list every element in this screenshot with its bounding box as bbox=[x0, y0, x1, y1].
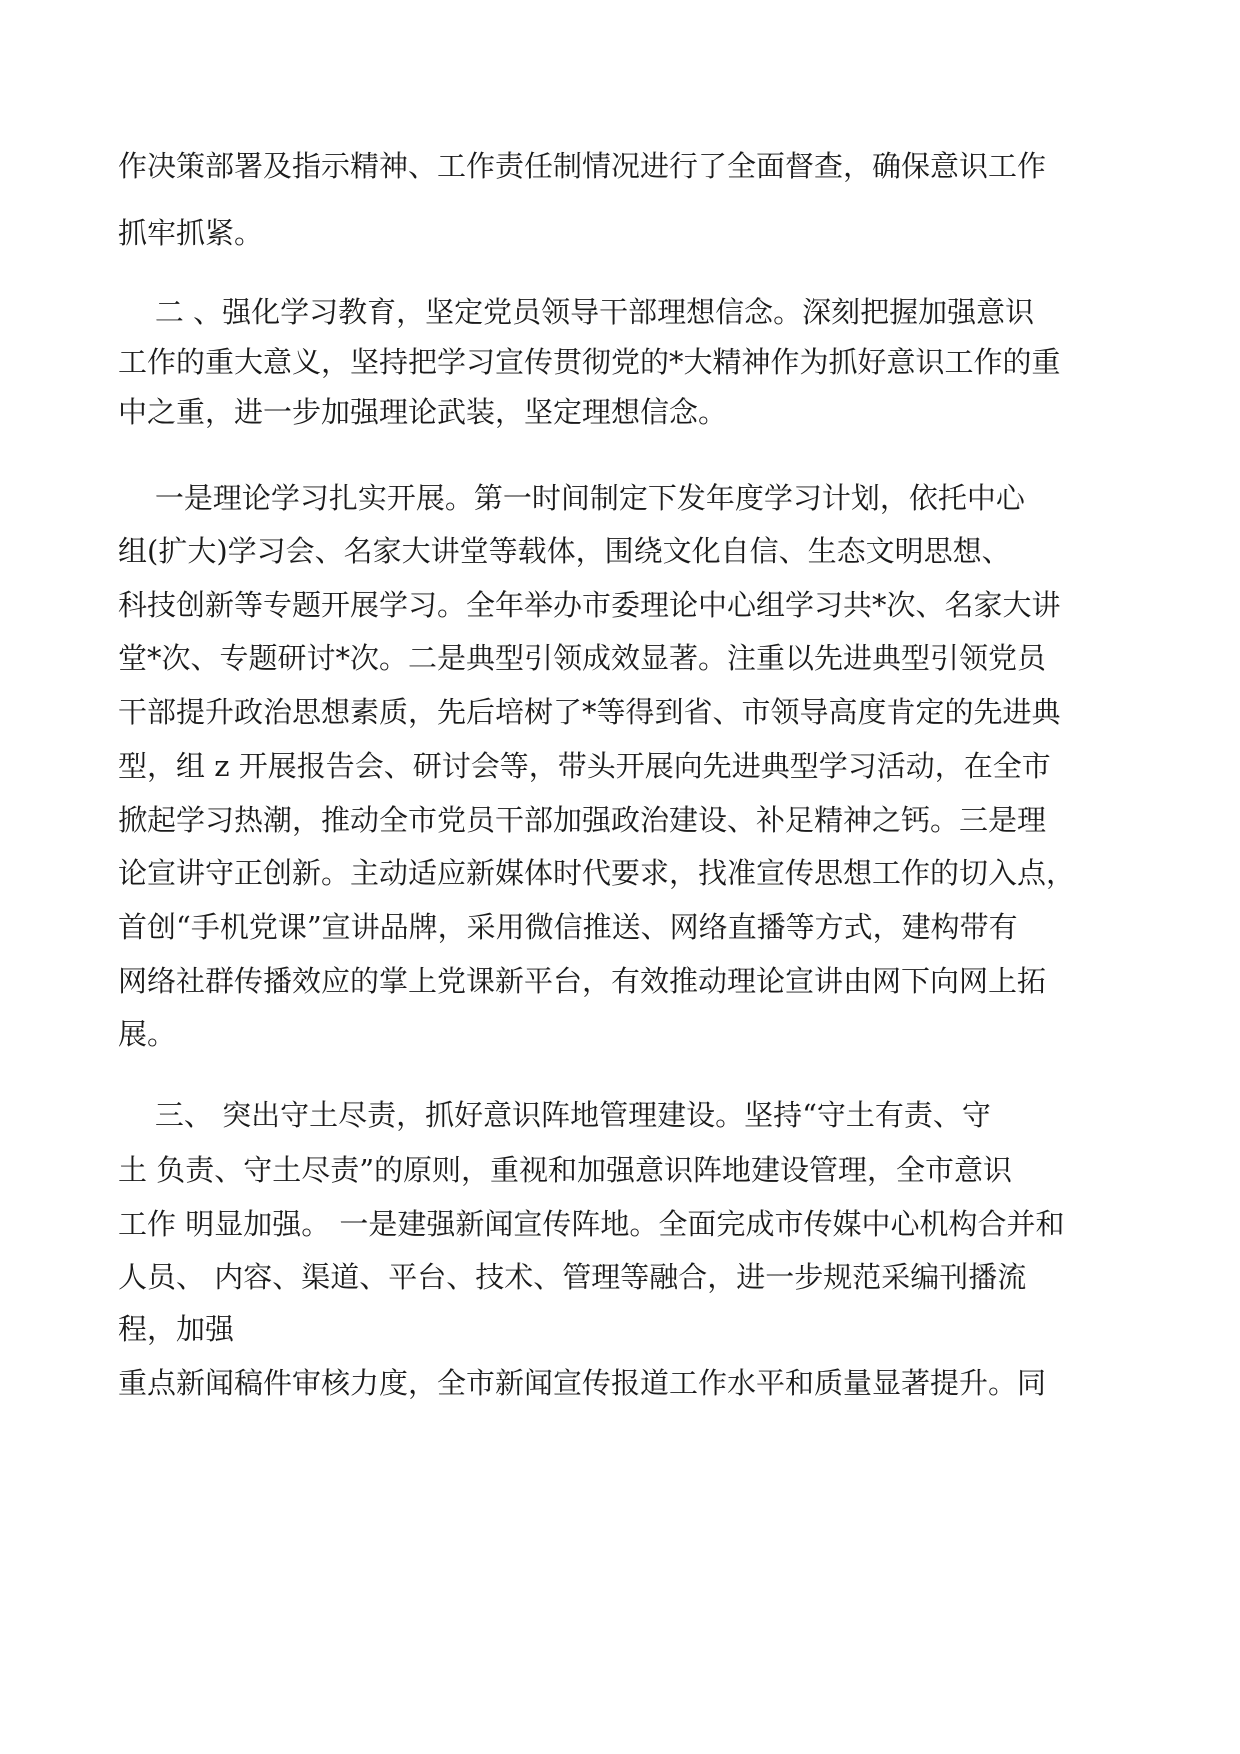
text-line: 科技创新等专题开展学习。全年举办市委理论中心组学习共*次、名家大讲 bbox=[118, 588, 1061, 622]
text-line: 展。 bbox=[118, 1017, 177, 1051]
text-line: 土 负责、守土尽责”的原则，重视和加强意识阵地建设管理，全市意识 bbox=[118, 1153, 1013, 1187]
text-line: 论宣讲守正创新。主动适应新媒体时代要求，找准宣传思想工作的切入点， bbox=[118, 856, 1076, 890]
text-line: 组(扩大)学习会、名家大讲堂等载体，围绕文化自信、生态文明思想、 bbox=[118, 534, 1011, 568]
text-line: 堂*次、专题研讨*次。二是典型引领成效显著。注重以先进典型引领党员 bbox=[118, 641, 1047, 675]
text-line: 作决策部署及指示精神、工作责任制情况进行了全面督查，确保意识工作 bbox=[118, 149, 1047, 183]
text-line: 工作的重大意义，坚持把学习宣传贯彻党的*大精神作为抓好意识工作的重 bbox=[118, 345, 1061, 379]
text-line: 重点新闻稿件审核力度，全市新闻宣传报道工作水平和质量显著提升。同 bbox=[118, 1366, 1047, 1400]
text-line: 掀起学习热潮，推动全市党员干部加强政治建设、补足精神之钙。三是理 bbox=[118, 803, 1047, 837]
section-heading-line: 二 、强化学习教育，坚定党员领导干部理想信念。深刻把握加强意识 bbox=[118, 295, 1035, 329]
text-line: 网络社群传播效应的掌上党课新平台，有效推动理论宣讲由网下向网上拓 bbox=[118, 964, 1047, 998]
text-line: 干部提升政治思想素质，先后培树了*等得到省、市领导高度肯定的先进典 bbox=[118, 695, 1061, 729]
text-line: 程，加强 bbox=[118, 1312, 235, 1346]
text-line: 抓牢抓紧。 bbox=[118, 216, 264, 250]
section-heading-line: 三、 突出守土尽责，抓好意识阵地管理建设。坚持“守土有责、守 bbox=[118, 1098, 991, 1132]
text-line: 一是理论学习扎实开展。第一时间制定下发年度学习计划，依托中心 bbox=[118, 481, 1025, 515]
text-line: 人员、 内容、渠道、平台、技术、管理等融合，进一步规范采编刊播流 bbox=[118, 1260, 1027, 1294]
text-line: 型，组 z 开展报告会、研讨会等，带头开展向先进典型学习活动，在全市 bbox=[118, 749, 1051, 783]
text-line: 工作 明显加强。 一是建强新闻宣传阵地。全面完成市传媒中心机构合并和 bbox=[118, 1207, 1065, 1241]
text-line: 中之重，进一步加强理论武装，坚定理想信念。 bbox=[118, 395, 728, 429]
text-line: 首创“手机党课”宣讲品牌，采用微信推送、网络直播等方式，建构带有 bbox=[118, 910, 1018, 944]
